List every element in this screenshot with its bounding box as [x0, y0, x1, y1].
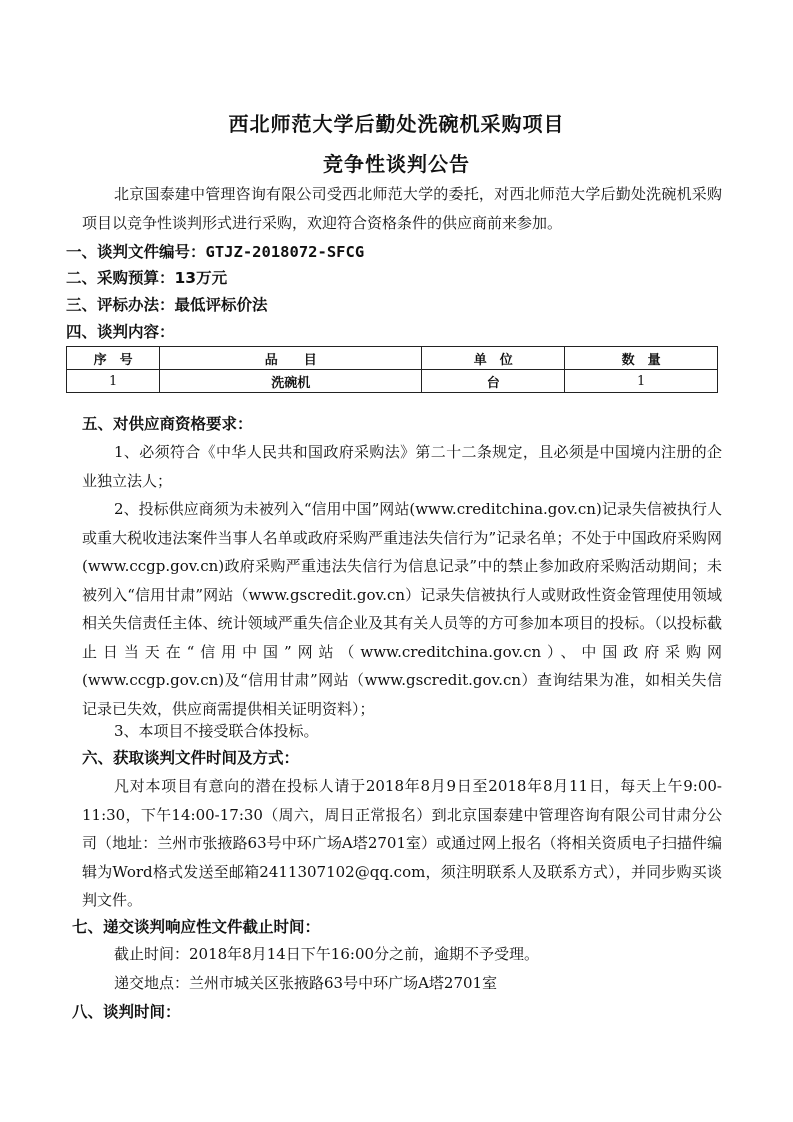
section-4-heading [66, 320, 175, 344]
section-2-value: 13万元 [174, 269, 228, 287]
section-7-location: 递交地点：兰州市城关区张掖路63号中环广场A塔2701室 [114, 974, 498, 992]
section-1-label: 一、谈判文件编号： [66, 243, 206, 261]
section-6-heading: 六、获取谈判文件时间及方式： [82, 749, 300, 767]
section-2-label: 二、采购预算： [66, 269, 175, 287]
cell-unit: 台 [422, 370, 565, 393]
section-5-item-2: 2、投标供应商须为未被列入“信用中国”网站(www.creditchina.gov.cn)记录失信被执行人或重大税收违法案件当事人名单或政府采购严重违法失信行为”记录名单；不处于中国政府采购网(www.ccgp.gov.cn)政府采购严重违法失信行为信息记录”中的禁止参加政府采购活动期间；未被列入“信用甘肃”网站（www.gscredit.gov.cn）记录失信被执行人或财政性资金管理使用领域相关失信责任主体、统计领域严重失信企业及其有关人员等的方可参加本项目的投标。（以投标截止日当天在“信用中国”网站（www.creditchina.gov.cn）、中国政府采购网(www.ccgp.gov.cn)及“信用甘肃”网站（www.gscredit.gov.cn）查询结果为准，如相关失信记录已失效，供应商需提供相关证明资料）； [82, 500, 722, 718]
cell-seq: 1 [67, 370, 160, 393]
procurement-items-table [66, 346, 718, 393]
document-title: 西北师范大学后勤处洗碗机采购项目 [228, 112, 565, 136]
document-subtitle: 竞争性谈判公告 [323, 152, 470, 176]
section-4-label: 四、谈判内容： [66, 323, 175, 341]
section-5-heading: 五、对供应商资格要求： [82, 415, 253, 433]
header-quantity: 数 量 [565, 347, 718, 370]
header-seq: 序 号 [67, 347, 160, 370]
section-3-label: 三、评标办法： [66, 296, 175, 314]
cell-quantity: 1 [565, 370, 718, 393]
section-8-heading: 八、谈判时间： [72, 1003, 181, 1021]
intro-paragraph: 北京国泰建中管理咨询有限公司受西北师范大学的委托，对西北师范大学后勤处洗碗机采购项目以竞争性谈判形式进行采购，欢迎符合资格条件的供应商前来参加。 [82, 185, 722, 232]
section-2-heading [66, 266, 227, 290]
section-6-paragraph: 凡对本项目有意向的潜在投标人请于2018年8月9日至2018年8月11日，每天上午9:00-11:30，下午14:00-17:30（周六，周日正常报名）到北京国泰建中管理咨询有限公司甘肃分公司（地址：兰州市张掖路63号中环广场A塔2701室）或通过网上报名（将相关资质电子扫描件编辑为Word格式发送至邮箱2411307102@qq.com，须注明联系人及联系方式），并同步购买谈判文件。 [82, 777, 722, 909]
section-7-deadline: 截止时间：2018年8月14日下午16:00分之前，逾期不予受理。 [114, 945, 540, 963]
table-header-row [67, 347, 718, 370]
section-1-heading [66, 240, 364, 264]
section-7-heading: 七、递交谈判响应性文件截止时间： [72, 918, 321, 936]
section-5-item-3: 3、本项目不接受联合体投标。 [114, 722, 319, 740]
header-unit: 单 位 [422, 347, 565, 370]
section-1-value: GTJZ-2018072-SFCG [205, 243, 365, 261]
section-3-value: 最低评标价法 [174, 296, 268, 314]
section-3-heading [66, 293, 268, 317]
header-item: 品 目 [160, 347, 422, 370]
table-row [67, 370, 718, 393]
section-5-item-1: 1、必须符合《中华人民共和国政府采购法》第二十二条规定，且必须是中国境内注册的企业独立法人； [82, 443, 722, 490]
cell-item: 洗碗机 [160, 370, 422, 393]
